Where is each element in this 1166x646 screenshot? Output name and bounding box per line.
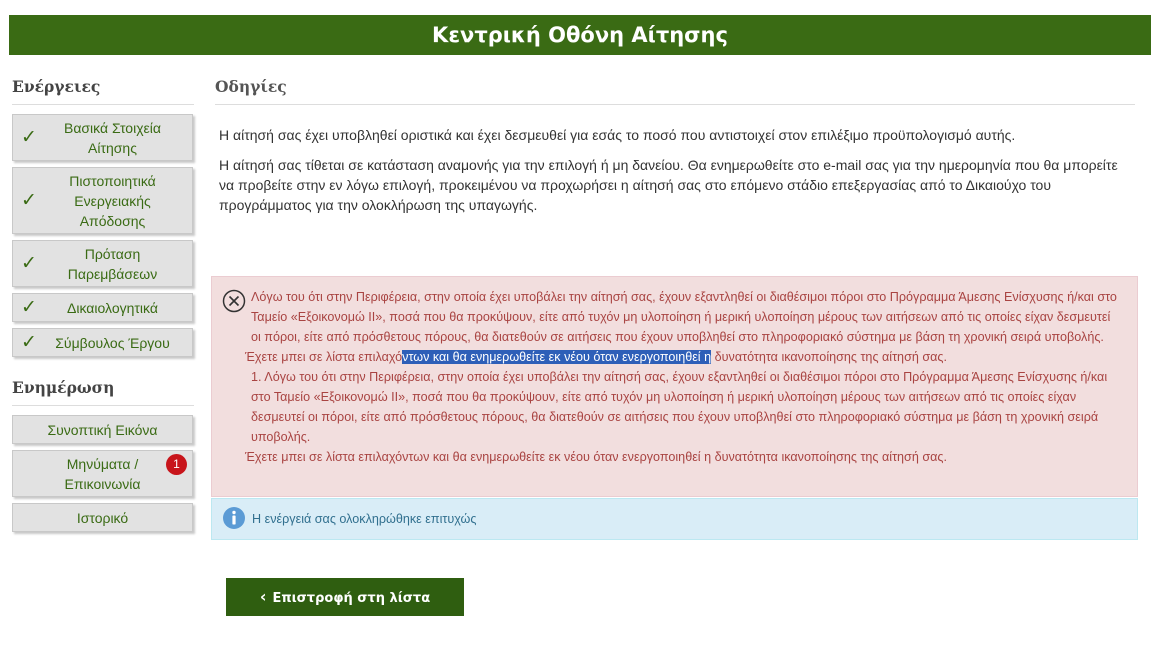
sidebar (12, 74, 194, 538)
selected-text: ντων και θα ενημερωθείτε εκ νέου όταν ενεργοποιηθεί η (402, 350, 712, 364)
waitlist-message-2: Έχετε μπει σε λίστα επιλαχόντων και θα ενημερωθείτε εκ νέου όταν ενεργοποιηθεί η δυνατότητα ικανοποίησης της αίτησή σας. (245, 450, 947, 464)
sidebar-item-label: Ιστορικό (76, 510, 129, 526)
check-icon: ✓ (21, 126, 37, 148)
success-alert (211, 498, 1138, 540)
waitlist-text-after: δυνατότητα ικανοποίησης της αίτησή σας. (711, 350, 947, 364)
sidebar-item-project-advisor[interactable] (12, 328, 193, 357)
info-heading: Ενημέρωση (12, 375, 194, 406)
sidebar-item-label: Πιστοποιητικά Ενεργειακής Απόδοσης (69, 173, 156, 229)
page-title: Κεντρική Οθόνη Αίτησης (432, 23, 728, 47)
instructions-heading: Οδηγίες (215, 74, 1135, 105)
unread-badge: 1 (166, 454, 187, 475)
instructions-paragraph-1: Η αίτησή σας έχει υποβληθεί οριστικά και έχει δεσμευθεί για εσάς το ποσό που αντιστοιχεί στον επιλέξιμο προϋπολογισμό αυτής. (219, 127, 1016, 143)
sidebar-item-overview[interactable] (12, 415, 193, 444)
instructions-paragraph-2: Η αίτησή σας τίθεται σε κατάσταση αναμονής για την επιλογή ή μη δανείου. Θα ενημερωθείτε στο e-mail σας για την ημερομηνία που θα μπορείτε να προβείτε στην εν λόγω επιλογή, προκειμένου να προχωρήσει η αίτησή σας στο επόμενο στάδιο επεξεργασίας από το Δικαιούχο του προγράμματος για την ολοκλήρωση της υπαγωγής. (219, 157, 1118, 213)
sidebar-item-energy-certificates[interactable] (12, 167, 193, 234)
check-icon: ✓ (21, 252, 37, 274)
sidebar-item-basic-info[interactable] (12, 114, 193, 161)
sidebar-item-messages[interactable] (12, 450, 193, 497)
sidebar-item-label: Σύμβουλος Έργου (55, 335, 170, 351)
error-alert (211, 276, 1138, 497)
check-icon: ✓ (21, 331, 37, 353)
sidebar-item-label: Συνοπτική Εικόνα (47, 422, 158, 438)
info-circle-icon (222, 506, 246, 530)
sidebar-item-label: Βασικά Στοιχεία Αίτησης (63, 120, 161, 156)
actions-heading: Ενέργειες (12, 74, 194, 105)
success-message: Η ενέργειά σας ολοκληρώθηκε επιτυχώς (252, 512, 477, 526)
error-message-2: 1. Λόγω του ότι στην Περιφέρεια, στην οποία έχει υποβάλει την αίτησή σας, έχουν εξαντληθεί οι διαθέσιμοι πόροι στο Πρόγραμμα Άμεσης Ενίσχυσης ή/και στο Ταμείο «Εξοικονομώ ΙΙ», ποσά που θα προκύψουν, είτε από τυχόν μη υλοποίηση ή μερική υλοποίηση μέρους των αιτήσεων από τις οποίες είχαν δεσμευτεί οι πόροι, είτε από πρόσθετους πόρους, θα διατεθούν σε αιτήσεις που έχουν υποβληθεί στο πληροφοριακό σύστημα με βάση τη χρονική σειρά υποβολής. (251, 370, 1108, 444)
waitlist-message-1 (245, 347, 1123, 367)
check-icon: ✓ (21, 189, 37, 211)
sidebar-item-label: Μηνύματα / Επικοινωνία (64, 456, 141, 492)
check-icon: ✓ (21, 296, 37, 318)
sidebar-item-documents[interactable] (12, 293, 193, 322)
error-message-1: Λόγω του ότι στην Περιφέρεια, στην οποία έχει υποβάλει την αίτησή σας, έχουν εξαντληθεί οι διαθέσιμοι πόροι στο Πρόγραμμα Άμεσης Ενίσχυσης ή/και στο Ταμείο «Εξοικονομώ ΙΙ», ποσά που θα προκύψουν, είτε από τυχόν μη υλοποίηση ή μερική υλοποίηση μέρους των αιτήσεων από τις οποίες είχαν δεσμευτεί οι πόροι, είτε από πρόσθετους πόρους, θα διατεθούν σε αιτήσεις που έχουν υποβληθεί στο πληροφοριακό σύστημα με βάση τη χρονική σειρά υποβολής. (251, 290, 1117, 344)
sidebar-item-label: Δικαιολογητικά (67, 300, 158, 316)
sidebar-item-label: Πρόταση Παρεμβάσεων (67, 246, 158, 282)
page-header (9, 15, 1151, 55)
x-circle-icon (222, 289, 246, 313)
sidebar-item-interventions[interactable] (12, 240, 193, 287)
chevron-left-icon: ‹ (259, 587, 267, 606)
main-content (215, 74, 1135, 215)
sidebar-item-history[interactable] (12, 503, 193, 532)
waitlist-text-before: Έχετε μπει σε λίστα επιλαχό (245, 350, 403, 364)
back-to-applications-button[interactable] (226, 578, 464, 644)
back-button-label: Επιστροφή στη λίστα αιτήσεων (272, 591, 431, 644)
